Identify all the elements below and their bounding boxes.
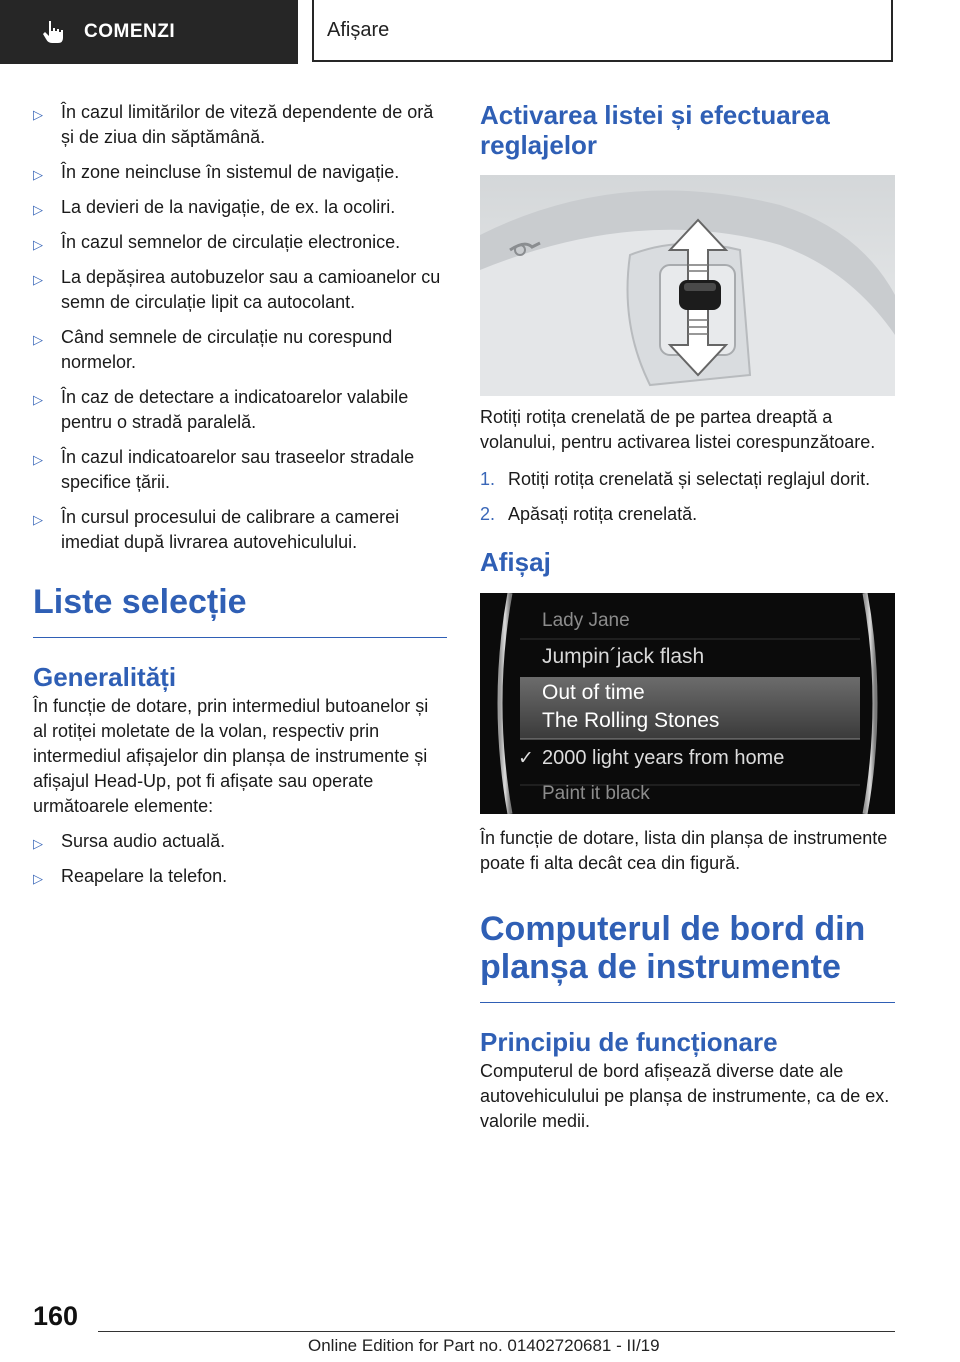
triangle-bullet-icon: ▷ — [33, 107, 43, 122]
display-item-0: Lady Jane — [542, 610, 630, 631]
triangle-bullet-icon: ▷ — [33, 392, 43, 407]
bullet-list-bottom — [33, 829, 447, 889]
subsection-title-principiu: Principiu de funcționare — [480, 1027, 778, 1057]
bullet-list-top — [33, 100, 447, 555]
right-column — [480, 100, 895, 1134]
triangle-bullet-icon: ▷ — [33, 237, 43, 252]
section-title-computer: Computerul de bord din planșa de instrumente — [480, 910, 895, 1003]
hand-pointer-icon — [40, 19, 66, 45]
triangle-bullet-icon: ▷ — [33, 871, 43, 886]
activarea-paragraph: Rotiți rotița crenelată de pe partea dreaptă a volanului, pentru activarea listei corespunzătoare. — [480, 407, 876, 452]
list-item: ▷ În zone neincluse în sistemul de navigație. — [33, 160, 447, 185]
steering-wheel-illustration — [480, 175, 895, 396]
list-item: ▷ În caz de detectare a indicatoarelor valabile pentru o stradă paralelă. — [33, 387, 409, 432]
subsection-title-activarea: Activarea listei și efectuarea reglajelor — [480, 100, 830, 160]
display-item-4: 2000 light years from home — [542, 747, 785, 769]
display-item-2: Out of time — [542, 681, 645, 704]
steering-wheel-photo — [480, 175, 895, 396]
chapter-tab — [0, 0, 298, 64]
chapter-label: COMENZI — [84, 21, 176, 42]
list-item: ▷ În cazul semnelor de circulație electronice. — [33, 230, 447, 255]
list-item: 1. Rotiți rotița crenelată și selectați reglajul dorit. — [480, 469, 871, 489]
list-item: ▷ Reapelare la telefon. — [33, 864, 447, 889]
left-column — [33, 100, 447, 899]
section-title-liste: Liste selecție — [33, 583, 447, 638]
section-header — [312, 0, 893, 62]
display-item-3: The Rolling Stones — [542, 709, 720, 732]
list-item: ▷ În cazul indicatoarelor sau traseelor stradale specifice țării. — [33, 447, 415, 492]
list-item: ▷ În cazul limitărilor de viteză dependente de oră și de ziua din săptămână. — [33, 102, 434, 147]
list-item: ▷ La depășirea autobuzelor sau a camioanelor cu semn de circulație lipit ca autocolant. — [33, 267, 441, 312]
afisaj-paragraph: În funcție de dotare, lista din planșa de instrumente poate fi alta decât cea din figură. — [480, 828, 888, 873]
display-item-1: Jumpin´jack flash — [542, 645, 705, 668]
triangle-bullet-icon: ▷ — [33, 272, 43, 287]
edition-text: Online Edition for Part no. 01402720681 - II/19 — [308, 1336, 660, 1355]
section-label: Afișare — [327, 18, 390, 41]
subsection-title-afisaj: Afișaj — [480, 547, 551, 577]
list-item: ▷ Când semnele de circulație nu corespund normelor. — [33, 327, 393, 372]
list-item: ▷ La devieri de la navigație, de ex. la ocoliri. — [33, 195, 447, 220]
display-item-5: Paint it black — [542, 783, 650, 804]
generalitati-paragraph: În funcție de dotare, prin intermediul butoanelor și al rotiței moletate de la volan, respectiv prin intermediul afișajelor din planșa de instrumente și afișajul Head-Up, pot fi afișate sau operate următoarele elemente: — [33, 696, 429, 816]
triangle-bullet-icon: ▷ — [33, 167, 43, 182]
triangle-bullet-icon: ▷ — [33, 836, 43, 851]
list-item: ▷ În cursul procesului de calibrare a camerei imediat după livrarea autovehiculului. — [33, 507, 400, 552]
page-number: 160 — [33, 1301, 79, 1331]
list-item: 2. Apăsați rotița crenelată. — [480, 504, 698, 524]
triangle-bullet-icon: ▷ — [33, 332, 43, 347]
checkmark-icon: ✓ — [518, 747, 534, 769]
triangle-bullet-icon: ▷ — [33, 452, 43, 467]
triangle-bullet-icon: ▷ — [33, 512, 43, 527]
instrument-display-illustration — [480, 593, 895, 814]
principiu-paragraph: Computerul de bord afișează diverse date ale autovehiculului pe planșa de instrumente, ca de ex. valorile medii. — [480, 1061, 890, 1131]
list-item: ▷ Sursa audio actuală. — [33, 829, 447, 854]
steps-list — [480, 467, 895, 527]
footer-divider — [98, 1331, 895, 1332]
triangle-bullet-icon: ▷ — [33, 202, 43, 217]
subsection-title-generalitati: Generalități — [33, 662, 177, 692]
instrument-display-image — [480, 593, 895, 814]
